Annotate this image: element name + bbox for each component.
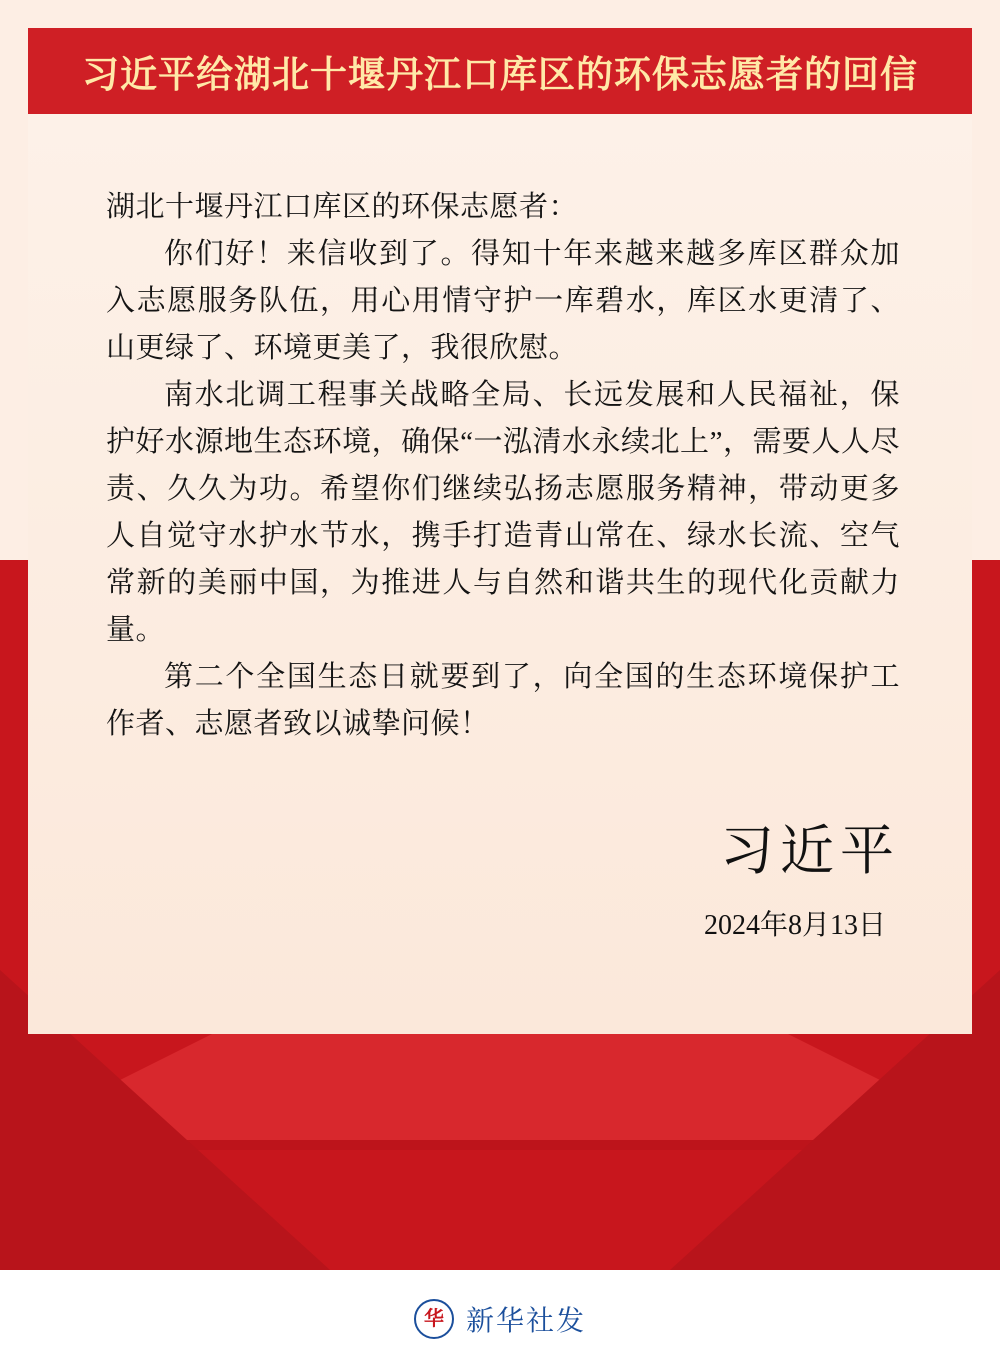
footer-credit-label: 新华社发 [465,1305,586,1337]
letter-body [28,114,972,1034]
letter-salutation: 湖北十堰丹江口库区的环保志愿者： [106,191,579,223]
letter-paragraph-3: 第二个全国生态日就要到了，向全国的生态环境保护工作者、志愿者致以诚挚问候！ [106,660,900,740]
letter-signature: 习近平 [720,820,900,881]
xinhua-emblem-icon [414,1299,454,1339]
title-banner [28,28,972,114]
letter-paragraph-1: 你们好！来信收到了。得知十年来越来越多库区群众加入志愿服务队伍，用心用情守护一库碧水，库区水更清了、山更绿了、环境更美了，我很欣慰。 [106,237,900,364]
letter-date: 2024年8月13日 [703,909,886,941]
xinhua-emblem-glyph: 华 [423,1307,444,1330]
footer-credit [0,1270,1000,1367]
letter-paragraph-2: 南水北调工程事关战略全局、长远发展和人民福祉，保护好水源地生态环境，确保“一泓清水永续北上”，需要人人尽责、久久为功。希望你们继续弘扬志愿服务精神，带动更多人自觉守水护水节水，携手打造青山常在、绿水长流、空气常新的美丽中国，为推进人与自然和谐共生的现代化贡献力量。 [106,378,900,646]
page-title: 习近平给湖北十堰丹江口库区的环保志愿者的回信 [82,55,918,96]
